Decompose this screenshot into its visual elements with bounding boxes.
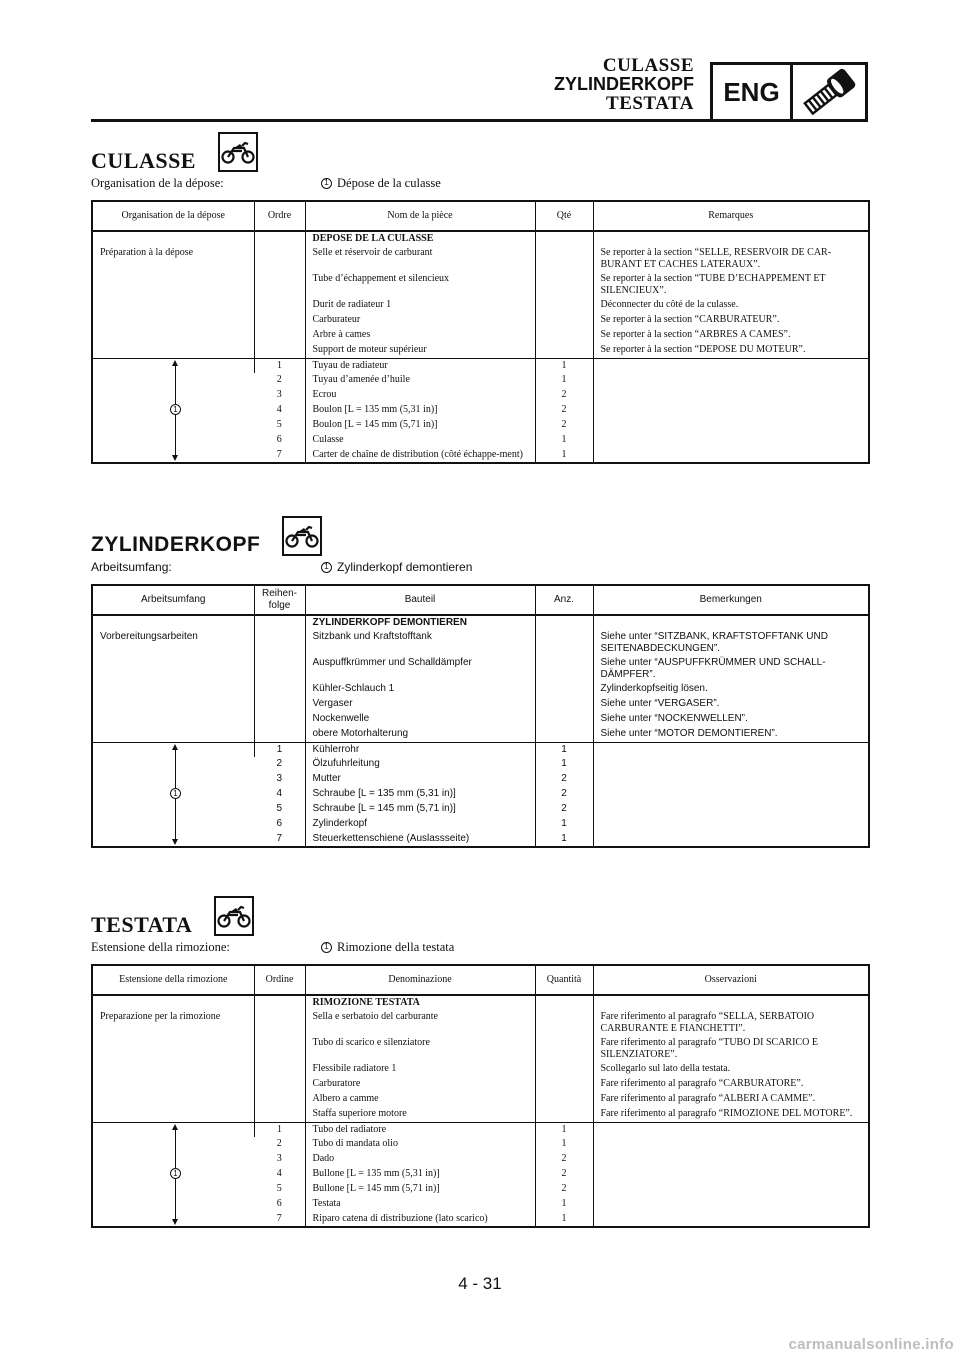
procedure-heading: RIMOZIONE TESTATA bbox=[305, 995, 535, 1010]
section-heading bbox=[91, 510, 870, 558]
chapter-title-it: TESTATA bbox=[606, 93, 694, 114]
table-row: Support de moteur supérieur Se reporter à la section “DEPOSE DU MOTEUR”. bbox=[92, 343, 869, 358]
column-header: Reihen-folge bbox=[254, 585, 305, 615]
removal-scope bbox=[91, 174, 870, 192]
scope-marker: 1 bbox=[321, 178, 332, 189]
table-row: Tubo di scarico e silenziatore Fare riferimento al paragrafo “TUBO DI SCARICO E SILENZIATORE”. bbox=[92, 1036, 869, 1062]
column-header: Anz. bbox=[535, 585, 593, 615]
section-title: ZYLINDERKOPF bbox=[91, 533, 261, 556]
chapter-title-de: ZYLINDERKOPF bbox=[553, 74, 694, 94]
column-header: Quantità bbox=[535, 965, 593, 995]
section-culasse bbox=[91, 126, 870, 464]
section-heading bbox=[91, 890, 870, 938]
table-row: Tube d’échappement et silencieux Se reporter à la section “TUBE D’ECHAPPEMENT ET SILENCIEUX”. bbox=[92, 272, 869, 298]
scope-marker: 1 bbox=[321, 562, 332, 573]
table-row: Durit de radiateur 1 Déconnecter du côté de la culasse. bbox=[92, 298, 869, 313]
table-row: Flessibile radiatore 1 Scollegarlo sul lato della testata. bbox=[92, 1062, 869, 1077]
range-indicator bbox=[92, 358, 254, 463]
column-header: Denominazione bbox=[305, 965, 535, 995]
table-row: 7 Carter de chaîne de distribution (côté échappe-ment) 1 bbox=[92, 448, 869, 463]
section-title: TESTATA bbox=[91, 912, 193, 937]
table-row: Nockenwelle Siehe unter “NOCKENWELLEN”. bbox=[92, 712, 869, 727]
table-row: Carburatore Fare riferimento al paragrafo “CARBURATORE”. bbox=[92, 1077, 869, 1092]
column-header: Arbeitsumfang bbox=[92, 585, 254, 615]
scope-value: Zylinderkopf demontieren bbox=[337, 560, 473, 574]
removal-scope bbox=[91, 938, 870, 956]
table-row: Albero a camme Fare riferimento al paragrafo “ALBERI A CAMME”. bbox=[92, 1092, 869, 1107]
motorcycle-icon bbox=[214, 896, 254, 936]
chapter-badge-label: ENG bbox=[713, 65, 793, 119]
table-header-row bbox=[92, 201, 869, 231]
removal-scope bbox=[91, 558, 870, 576]
table-row: 2 Tubo di mandata olio 1 bbox=[92, 1137, 869, 1152]
scope-value: Dépose de la culasse bbox=[337, 175, 441, 190]
section-testata bbox=[91, 890, 870, 1228]
section-heading bbox=[91, 126, 870, 174]
table-row: 3 Dado 2 bbox=[92, 1152, 869, 1167]
chapter-badge bbox=[710, 62, 868, 122]
column-header: Organisation de la dépose bbox=[92, 201, 254, 231]
engine-piston-icon bbox=[793, 65, 865, 119]
table-row: 7 Steuerkettenschiene (Auslassseite) 1 bbox=[92, 832, 869, 847]
prep-label: Préparation à la dépose bbox=[100, 247, 194, 258]
table-row: 6 Culasse 1 bbox=[92, 433, 869, 448]
table-row: 5 Bullone [L = 145 mm (5,71 in)] 2 bbox=[92, 1182, 869, 1197]
scope-marker: 1 bbox=[321, 942, 332, 953]
table-row: 6 Zylinderkopf 1 bbox=[92, 817, 869, 832]
removal-table bbox=[91, 584, 870, 848]
column-header: Bauteil bbox=[305, 585, 535, 615]
column-header: Estensione della rimozione bbox=[92, 965, 254, 995]
chapter-titles bbox=[554, 56, 694, 113]
table-row: Préparation à la dépose Selle et réservoir de carburant Se reporter à la section “SELLE, RESERVOIR DE CAR-BURANT ET CACHES LATERAUX”. bbox=[92, 246, 869, 272]
column-header: Qté bbox=[535, 201, 593, 231]
column-header: Ordre bbox=[254, 201, 305, 231]
table-row: Vergaser Siehe unter “VERGASER”. bbox=[92, 697, 869, 712]
table-row: 6 Testata 1 bbox=[92, 1197, 869, 1212]
range-indicator bbox=[92, 742, 254, 847]
scope-label: Estensione della rimozione: bbox=[91, 939, 230, 954]
scope-value: Rimozione della testata bbox=[337, 939, 455, 954]
motorcycle-icon bbox=[282, 516, 322, 556]
table-row: 2 Tuyau d’amenée d’huile 1 bbox=[92, 373, 869, 388]
table-row: 2 Ölzufuhrleitung 1 bbox=[92, 757, 869, 772]
table-header-row bbox=[92, 965, 869, 995]
table-row: Staffa superiore motore Fare riferimento al paragrafo “RIMOZIONE DEL MOTORE”. bbox=[92, 1107, 869, 1122]
table-row: 7 Riparo catena di distribuzione (lato scarico) 1 bbox=[92, 1212, 869, 1227]
table-row: 5 Schraube [L = 145 mm (5,71 in)] 2 bbox=[92, 802, 869, 817]
table-header-row bbox=[92, 585, 869, 615]
table-row: 1 1 Kühlerrohr 1 bbox=[92, 742, 869, 757]
page-number: 4 - 31 bbox=[458, 1274, 502, 1293]
section-title: CULASSE bbox=[91, 148, 196, 173]
range-marker: 1 bbox=[170, 788, 181, 799]
table-row: Auspuffkrümmer und Schalldämpfer Siehe unter “AUSPUFFKRÜMMER UND SCHALL-DÄMPFER”. bbox=[92, 656, 869, 682]
table-row: 3 Mutter 2 bbox=[92, 772, 869, 787]
table-row: 1 1 Tubo del radiatore 1 bbox=[92, 1122, 869, 1137]
table-row: 4 Schraube [L = 135 mm (5,31 in)] 2 bbox=[92, 787, 869, 802]
procedure-heading: ZYLINDERKOPF DEMONTIEREN bbox=[305, 615, 535, 630]
prep-label: Preparazione per la rimozione bbox=[100, 1011, 221, 1022]
prep-label: Vorbereitungsarbeiten bbox=[100, 631, 198, 642]
watermark: carmanualsonline.info bbox=[788, 1336, 954, 1353]
table-row: 4 Boulon [L = 135 mm (5,31 in)] 2 bbox=[92, 403, 869, 418]
range-indicator bbox=[92, 1122, 254, 1227]
column-header: Bemerkungen bbox=[593, 585, 869, 615]
table-row: Carburateur Se reporter à la section “CARBURATEUR”. bbox=[92, 313, 869, 328]
removal-table bbox=[91, 200, 870, 464]
procedure-heading: DEPOSE DE LA CULASSE bbox=[305, 231, 535, 246]
table-row: Arbre à cames Se reporter à la section “ARBRES A CAMES”. bbox=[92, 328, 869, 343]
table-row: 3 Ecrou 2 bbox=[92, 388, 869, 403]
table-row: Vorbereitungsarbeiten Sitzbank und Kraftstofftank Siehe unter “SITZBANK, KRAFTSTOFFTANK UND SEITENABDECKUNGEN”. bbox=[92, 630, 869, 656]
removal-table bbox=[91, 964, 870, 1228]
table-row: obere Motorhalterung Siehe unter “MOTOR DEMONTIEREN”. bbox=[92, 727, 869, 742]
table-row: Kühler-Schlauch 1 Zylinderkopfseitig lösen. bbox=[92, 682, 869, 697]
table-row: 4 Bullone [L = 135 mm (5,31 in)] 2 bbox=[92, 1167, 869, 1182]
chapter-title-fr: CULASSE bbox=[602, 55, 694, 76]
column-header: Ordine bbox=[254, 965, 305, 995]
column-header: Nom de la pièce bbox=[305, 201, 535, 231]
section-zylinderkopf bbox=[91, 510, 870, 848]
table-row: 1 1 Tuyau de radiateur 1 bbox=[92, 358, 869, 373]
table-row: 5 Boulon [L = 145 mm (5,71 in)] 2 bbox=[92, 418, 869, 433]
motorcycle-icon bbox=[218, 132, 258, 172]
column-header: Remarques bbox=[593, 201, 869, 231]
column-header: Osservazioni bbox=[593, 965, 869, 995]
header-rule bbox=[91, 119, 713, 122]
range-marker: 1 bbox=[170, 404, 181, 415]
scope-label: Arbeitsumfang: bbox=[91, 560, 172, 574]
table-row: Preparazione per la rimozione Sella e serbatoio del carburante Fare riferimento al paragrafo “SELLA, SERBATOIO CARBURANTE E FIANCHETTI”. bbox=[92, 1010, 869, 1036]
range-marker: 1 bbox=[170, 1168, 181, 1179]
scope-label: Organisation de la dépose: bbox=[91, 175, 224, 190]
